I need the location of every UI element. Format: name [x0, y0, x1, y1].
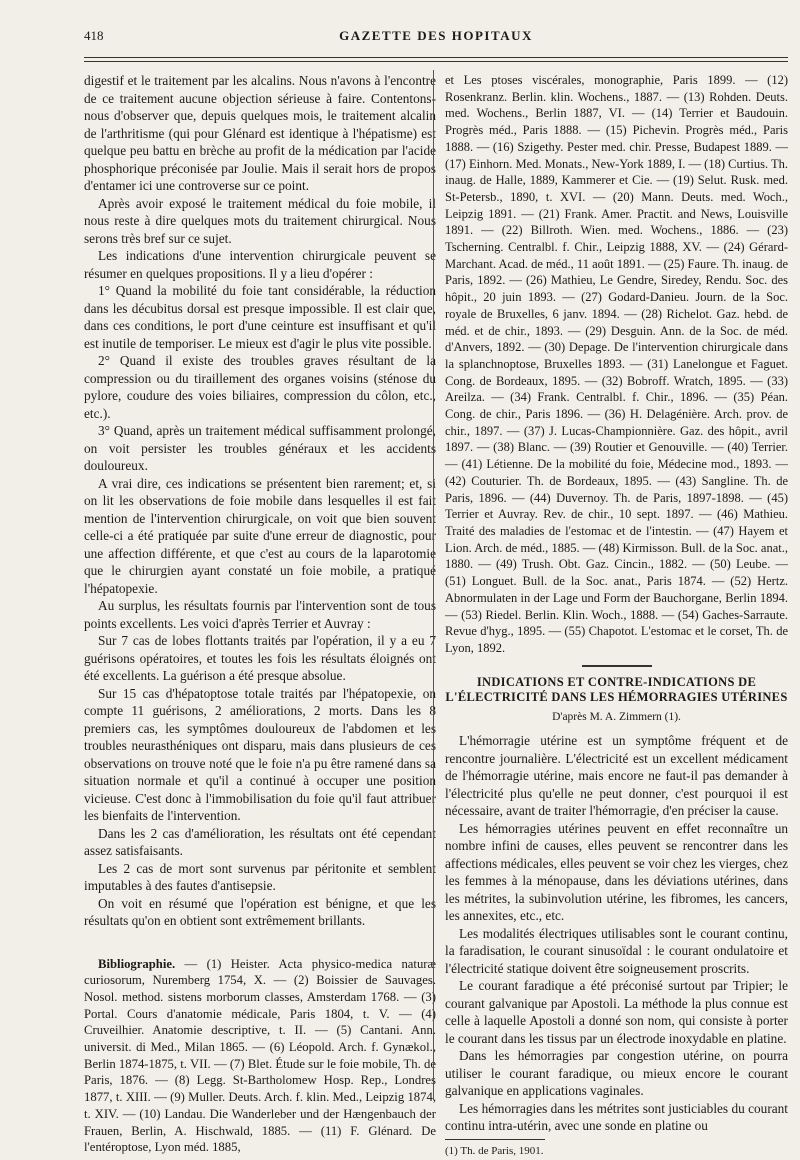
journal-title: GAZETTE DES HOPITAUX	[339, 28, 533, 43]
section-title: INDICATIONS ET CONTRE-INDICATIONS DE L'ÉLECTRICITÉ DANS LES HÉMORRAGIES UTÉRINES	[445, 674, 788, 704]
paragraph: digestif et le traitement par les alcalins. Nous n'avons à l'encontre de ce traitement aucune objection sérieuse à faire. Contentons-nous d'observer que, depuis quelques mois, le traitement alcalin de l'arthritisme (qui pour Glénard est identique à l'hépatisme) est quelque peu battu en brèche au profit de la médication par l'acide phosphorique préconisée par Joulie. Mais il serait hors de propos d'entamer ici une controverse sur ce point.	[84, 73, 436, 193]
paragraph: Sur 15 cas d'hépatoptose totale traités par l'hépatopexie, on compte 11 guérisons, 2 améliorations, 2 morts. Dans les 8 premiers cas, les symptômes douloureux de l'abdomen et les troubles neurasthéniques ont disparu, mais dans plusieurs de ces observations on trouve noté que le foie n'a pu être ramené dans sa situation normale et qu'il a continué à occuper une position vicieuse. C'est donc à l'immobilisation du foie qu'il faut attribuer les bienfaits de l'intervention.	[84, 685, 436, 823]
section-byline: D'après M. A. Zimmern (1).	[552, 710, 681, 723]
paragraph: L'hémorragie utérine est un symptôme fréquent et de rencontre journalière. L'électricité est un excellent médicament de l'hémorragie utérine, mais encore ne faut-il pas demander à l'électricité plus qu'elle ne peut donner, c'est pourquoi il est nécessaire, avant de traiter l'hémorragie, d'en préciser la cause.	[445, 733, 788, 819]
left-column	[84, 72, 436, 1156]
indication-item-2: 2° Quand il existe des troubles graves résultant de la compression ou du tiraillement des organes voisins (sténose du pylore, coudure des voies biliaires, compression du côlon, etc., etc.).	[84, 353, 436, 421]
paragraph: On voit en résumé que l'opération est bénigne, et que les résultats qu'on en obtient sont extrêmement brillants.	[84, 895, 436, 928]
footnote: (1) Th. de Paris, 1901.	[445, 1144, 544, 1157]
right-column	[445, 72, 788, 1160]
paragraph: Le courant faradique a été préconisé surtout par Tripier; le courant galvanique par Apostoli. La méthode la plus connue est celle à laquelle Apostoli a donné son nom, qui consiste à porter le courant dans les tissus par un électrode inoxydable en platine.	[445, 978, 788, 1046]
paragraph: Les hémorragies dans les métrites sont justiciables du courant continu intra-utérin, avec une sonde en platine ou	[445, 1100, 788, 1134]
section-separator	[582, 665, 652, 667]
paragraph: Dans les hémorragies par congestion utérine, on pourra utiliser le courant faradique, ou mieux encore le courant galvanique en applications vaginales.	[445, 1048, 788, 1099]
header-rule-bottom	[84, 61, 788, 62]
paragraph: A vrai dire, ces indications se présentent bien rarement; et, si on lit les observations de foie mobile dans lesquelles il est fait mention de l'intervention chirurgicale, on voit que bien souvent celle-ci a été pratiquée par suite d'une erreur de diagnostic, pour une affection différente, et que c'est au cours de la laparotomie que le chirurgien ayant constaté un foie mobile, a pratiqué l'hépatopexie.	[84, 475, 436, 596]
paragraph: Dans les 2 cas d'amélioration, les résultats ont été cependant assez satisfaisants.	[84, 825, 436, 858]
bibliography-heading: Bibliographie.	[98, 956, 176, 971]
bibliography	[84, 956, 436, 1156]
paragraph: Après avoir exposé le traitement médical du foie mobile, il nous reste à dire quelques mots du traitement chirurgical. Nous serons très bref sur ce sujet.	[84, 195, 436, 246]
paragraph: Les indications d'une intervention chirurgicale peuvent se résumer en quelques propositions. Il y a lieu d'opérer :	[84, 248, 436, 281]
page-header	[84, 28, 788, 50]
column-divider	[433, 70, 434, 1100]
paragraph: Au surplus, les résultats fournis par l'intervention sont de tous points excellents. Les voici d'après Terrier et Auvray :	[84, 598, 436, 631]
bibliography-text: — (1) Heister. Acta physico-medica naturæ curiosorum, Nuremberg 1754, X. — (2) Boissier de Sauvages. Nosol. method. sistens morborum classes, Amsterdam 1768. — (3) Portal. Cours d'anatomie médicale, Paris 1804, t. V. — (4) Cruveilhier. Anatomie descriptive, t. II. — (5) Cantani. Ann. universit. di Med., Milan 1865. — (6) Léopold. Arch. f. Gynækol., Berlin 1874-1875, t. VII. — (7) Blet. Étude sur le foie mobile, Th. de Paris, 1876. — (8) Legg. St-Bartholomew Hosp. Rep., Londres 1877, t. XIII. — (9) Muller. Deuts. Arch. f. klin. Med., Leipzig 1874, t. XIV. — (10) Landau. Die Wanderleber und der Hængenbauch der Frauen, Berlin, A. Hischwald, 1885. — (11) F. Glénard. De l'entéroptose, Lyon méd. 1885,	[84, 956, 436, 1155]
paragraph: Sur 7 cas de lobes flottants traités par l'opération, il y a eu 7 guérisons opératoires, et toutes les fois les résultats éloignés ont été excellents. La guérison a été presque absolue.	[84, 633, 436, 683]
header-rule-top	[84, 57, 788, 58]
indication-item-3: 3° Quand, après un traitement médical suffisamment prolongé, on voit persister les troubles généraux et les accidents douloureux.	[84, 423, 436, 473]
paragraph: Les hémorragies utérines peuvent en effet reconnaître un nombre infini de causes, elles peuvent se rencontrer dans les affections médicales, elles peuvent se voir chez les vierges, chez les femmes à la ménopause, dans les déviations utérines, dans les métrites, la subinvolution utérine, les fibromes, les cancers, les annexites, etc., etc.	[445, 820, 788, 924]
paragraph: Les 2 cas de mort sont survenus par péritonite et semblent imputables à des fautes d'antisepsie.	[84, 860, 436, 893]
paragraph: Les modalités électriques utilisables sont le courant continu, la faradisation, le courant sinusoïdal : le courant ondulatoire et l'électricité statique doivent être soigneusement proscrits.	[445, 925, 788, 976]
page-number: 418	[84, 28, 104, 43]
bibliography-continued: et Les ptoses viscérales, monographie, Paris 1899. — (12) Rosenkranz. Berlin. klin. Wochens., 1887. — (13) Rohden. Deuts. med. Wochens., Berlin 1887, VI. — (14) Terrier et Baudouin. Progrès méd., Paris 1888. — (15) Pichevin. Progrès méd., Paris 1888. — (16) Szigethy. Pester med. chir. Presse, Budapest 1889. — (17) Einhorn. Med. Monats., New-York 1889, I. — (18) Curtius. Th. inaug. de Halle, 1889, Kammerer et Cie. — (19) Selut. Rusk. med. St-Petersb., 1890, t. XVI. — (20) Mann. Deuts. med. Woch., Leipzig 1891. — (21) Frank. Amer. Practit. and News, Louisville 1891. — (22) Billroth. Wien. med. Wochens., 1886. — (23) Tscherning. Centralbl. f. Chir., Leipzig 1888, XV. — (24) Gérard-Marchant. Acad. de méd., 11 août 1891. — (25) Faure. Th. inaug. de Paris, 1892. — (26) Mathieu, Le Gendre, Siredey, Rendu. Soc. des hôpit., 20 juin 1893. — (27) Godard-Danieu. Journ. de la Soc. royale de Bruxelles, 6 janv. 1894. — (28) Richelot. Gaz. hebd. de méd. et de chir., 1893. — (29) Desguin. Ann. de la Soc. de méd. d'Anvers, 1892. — (30) Depage. De l'intervention chirurgicale dans la splanchnoptose, Bruxelles 1893. — (31) Lanelongue et Faguet. Cong. de Bordeaux, 1895. — (32) Bobroff. Wratch, 1895. — (33) Areilza. — (34) Frank. Centralbl. f. Chir., 1896. — (35) Péan. Cong. de chir., Paris 1896. — (36) H. Delagénière. Arch. prov. de chir., 1897. — (37) J. Lucas-Championnière. Gaz. des hôpit., avril 1897. — (38) Blanc. — (39) Routier et Genouville. — (40) Terrier. — (41) Létienne. De la mobilité du foie, Médecine mod., 1893. — (42) Couturier. Th. de Bordeaux, 1895. — (43) Sangline. Th. de Paris, 1896. — (44) Duvernoy. Th. de Paris, 1897-1898. — (45) Terrier et Auvray. Rev. de chir., 10 sept. 1897. — (46) Mathieu. Traité des maladies de l'estomac et de l'intestin. — (47) Hayem et Lion. Arch. de méd., 1885. — (48) Kirmisson. Bull. de la Soc. anat., 1880. — (49) Trush. Obt. Gaz. Cincin., 1882. — (50) Leube. — (51) Longuet. Bull. de la Soc. anat., Paris 1874. — (52) Hertz. Abnormulaten in der Lage und Form der Bauchorgane, Berlin 1894. — (53) Riedel. Berlin. Klin. Woch., 1888. — (54) Gaches-Sarraute. Revue d'hyg., 1895. — (55) Chapotot. L'estomac et le corset, Th. de Lyon, 1892.	[445, 73, 788, 655]
indication-item-1: 1° Quand la mobilité du foie tant considérable, la réduction dans les décubitus dorsal est presque impossible. Il est clair que, dans ces conditions, le port d'une ceinture est insuffisant et qu'il est inutile de temporiser. Le mieux est d'agir le plus vite possible.	[84, 283, 436, 351]
